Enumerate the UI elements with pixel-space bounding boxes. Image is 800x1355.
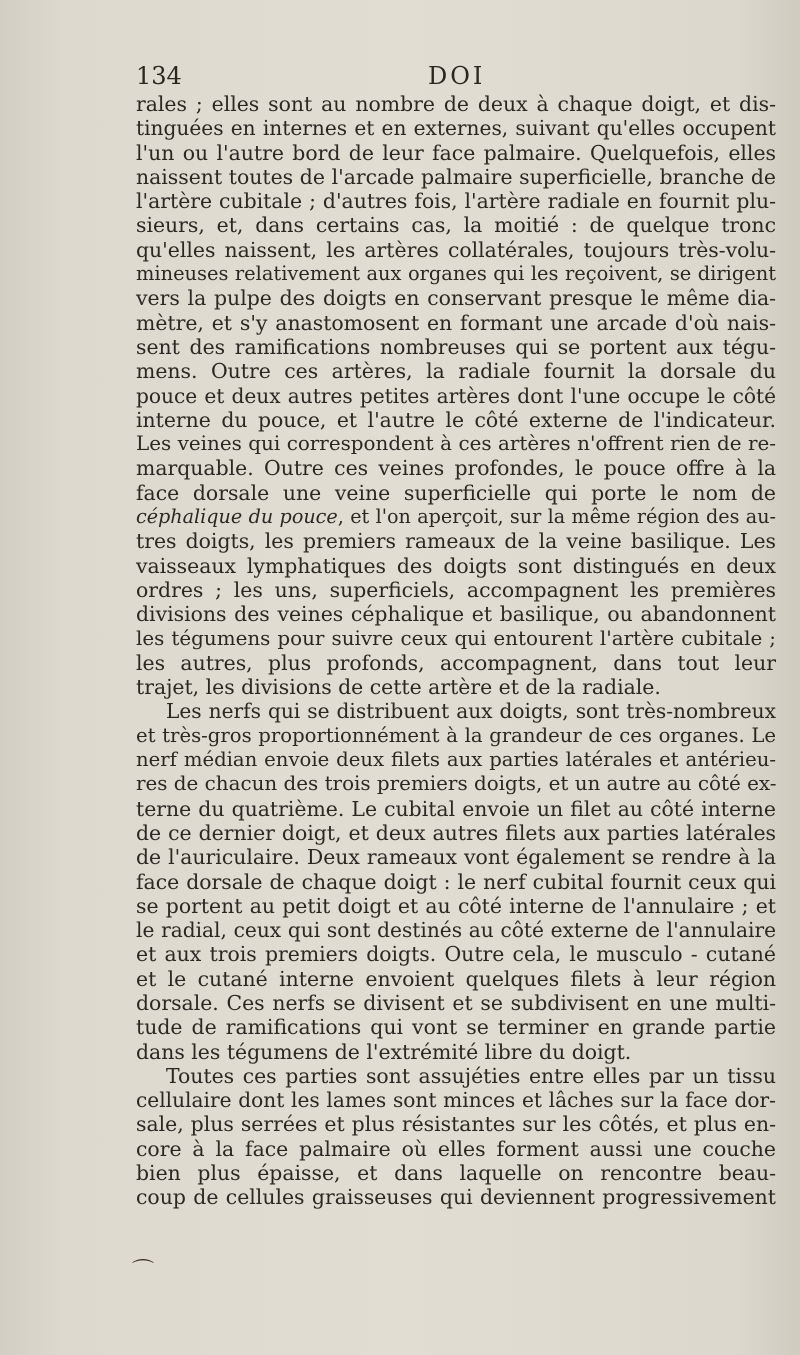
paragraph-start-line: Toutes ces parties sont assujéties entre elles par un tissu bbox=[166, 1063, 776, 1088]
text-line: terne du quatrième. Le cubital envoie un filet au côté interne bbox=[136, 796, 776, 821]
text-line: res de chacun des trois premiers doigts, et un autre au côté ex- bbox=[136, 772, 777, 796]
text-line: face dorsale une veine superficielle qui porte le nom de bbox=[136, 480, 776, 505]
text-line: sent des ramifications nombreuses qui se portent aux tégu- bbox=[136, 334, 776, 359]
text-line: de l'auriculaire. Deux rameaux vont également se rendre à la bbox=[136, 845, 776, 870]
text-line: dorsale. Ces nerfs se divisent et se subdivisent en une multi- bbox=[136, 990, 776, 1015]
text-line: mens. Outre ces artères, la radiale fournit la dorsale du bbox=[136, 359, 776, 384]
text-line: mineuses relativement aux organes qui les reçoivent, se dirigent bbox=[136, 262, 776, 286]
text-line: vaisseaux lymphatiques des doigts sont distingués en deux bbox=[136, 553, 776, 578]
text-line: interne du pouce, et l'autre le côté externe de l'indicateur. bbox=[136, 407, 776, 432]
text-line: de ce dernier doigt, et deux autres filets aux parties latérales bbox=[136, 820, 776, 845]
text-line: tres doigts, les premiers rameaux de la veine basilique. Les bbox=[136, 529, 776, 554]
text-line: qu'elles naissent, les artères collatérales, toujours très-volu- bbox=[136, 237, 776, 262]
text-line: sieurs, et, dans certains cas, la moitié : de quelque tronc bbox=[136, 213, 776, 238]
text-line: marquable. Outre ces veines profondes, le pouce offre à la bbox=[136, 456, 776, 481]
text-line: tude de ramifications qui vont se terminer en grande partie bbox=[136, 1015, 776, 1040]
page-number: 134 bbox=[136, 62, 182, 90]
text-line: tinguées en internes et en externes, suivant qu'elles occupent bbox=[136, 116, 776, 141]
text-line: cellulaire dont les lames sont minces et lâches sur la face dor- bbox=[136, 1088, 776, 1113]
italic-term: céphalique du pouce bbox=[136, 505, 338, 529]
running-head: DOI bbox=[428, 62, 486, 90]
text-line: l'un ou l'autre bord de leur face palmaire. Quelquefois, elles bbox=[136, 140, 776, 165]
text-line: les autres, plus profonds, accompagnent, dans tout leur bbox=[136, 650, 776, 675]
text-line: dans les tégumens de l'extrémité libre du doigt. bbox=[136, 1039, 632, 1064]
printer-mark: ⌒ bbox=[132, 1259, 155, 1284]
text-line: nerf médian envoie deux filets aux parties latérales et antérieu- bbox=[136, 748, 776, 772]
text-line: et très-gros proportionnément à la grandeur de ces organes. Le bbox=[136, 723, 776, 747]
text-line: divisions des veines céphalique et basilique, ou abandonnent bbox=[136, 602, 776, 627]
text-line: bien plus épaisse, et dans laquelle on rencontre beau- bbox=[136, 1161, 776, 1186]
text-line: et le cutané interne envoient quelques filets à leur région bbox=[136, 966, 776, 991]
text-line: core à la face palmaire où elles forment aussi une couche bbox=[136, 1136, 776, 1161]
text-line: vers la pulpe des doigts en conservant presque le même dia- bbox=[136, 286, 776, 311]
page-header bbox=[136, 62, 776, 96]
text-line: pouce et deux autres petites artères dont l'une occupe le côté bbox=[136, 383, 776, 408]
text-line-with-italic bbox=[136, 505, 776, 529]
text-line: les tégumens pour suivre ceux qui entourent l'artère cubitale ; bbox=[136, 626, 776, 650]
text-line: se portent au petit doigt et au côté interne de l'annulaire ; et bbox=[136, 893, 776, 918]
body-text bbox=[136, 92, 776, 1210]
text-line: et aux trois premiers doigts. Outre cela, le musculo - cutané bbox=[136, 942, 776, 967]
text-fragment: , et l'on aperçoit, sur la même région des au- bbox=[337, 505, 776, 529]
text-line: face dorsale de chaque doigt : le nerf cubital fournit ceux qui bbox=[136, 869, 776, 894]
text-line: trajet, les divisions de cette artère et de la radiale. bbox=[136, 675, 661, 700]
paragraph-start-line: Les nerfs qui se distribuent aux doigts, sont très-nombreux bbox=[166, 699, 776, 724]
text-line: le radial, ceux qui sont destinés au côté externe de l'annulaire bbox=[136, 918, 776, 943]
text-line: ordres ; les uns, superficiels, accompagnent les premières bbox=[136, 577, 776, 602]
text-line: mètre, et s'y anastomosent en formant une arcade d'où nais- bbox=[136, 310, 776, 335]
text-line: rales ; elles sont au nombre de deux à chaque doigt, et dis- bbox=[136, 92, 776, 116]
text-line: l'artère cubitale ; d'autres fois, l'artère radiale en fournit plu- bbox=[136, 189, 776, 214]
text-line: sale, plus serrées et plus résistantes sur les côtés, et plus en- bbox=[136, 1112, 776, 1137]
text-line: coup de cellules graisseuses qui deviennent progressivement bbox=[136, 1185, 776, 1210]
text-line: naissent toutes de l'arcade palmaire superficielle, branche de bbox=[136, 164, 776, 189]
text-line: Les veines qui correspondent à ces artères n'offrent rien de re- bbox=[136, 432, 776, 456]
